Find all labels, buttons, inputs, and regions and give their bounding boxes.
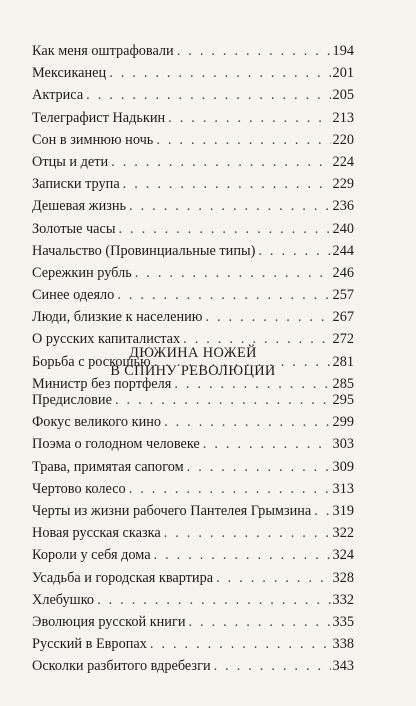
toc-entry-title: Отцы и дети	[32, 153, 109, 170]
toc-entry-title: Эволюция русской книги	[32, 613, 186, 630]
toc-entry-title: Борьба с роскошью	[32, 353, 151, 370]
toc-entry-title: Новая русская сказка	[32, 525, 161, 542]
toc-entry-page: 272	[332, 331, 354, 348]
toc-entry	[32, 611, 354, 633]
toc-entry	[32, 389, 354, 411]
toc-entry-title: Черты из жизни рабочего Пантелея Грымзина	[32, 502, 312, 519]
toc-entry-title: Начальство (Провинциальные типы)	[32, 242, 256, 259]
toc-leader-dots	[177, 40, 331, 62]
toc-leader-dots	[154, 544, 331, 566]
toc-entry-page: 220	[332, 131, 354, 148]
toc-entry	[32, 151, 354, 173]
table-of-contents-part-1	[32, 40, 354, 395]
toc-entry-title: Русский в Европах	[32, 636, 147, 653]
toc-entry-title: Записки трупа	[32, 176, 120, 193]
toc-leader-dots	[150, 633, 331, 655]
toc-leader-dots	[109, 62, 330, 84]
toc-entry-title: Поэма о голодном человеке	[32, 436, 200, 453]
toc-entry-title: Золотые часы	[32, 220, 116, 237]
toc-entry-page: 236	[332, 198, 354, 215]
toc-leader-dots	[214, 655, 331, 677]
toc-entry-page: 224	[332, 153, 354, 170]
toc-entry-page: 295	[332, 392, 354, 408]
toc-leader-dots	[314, 500, 330, 522]
toc-entry	[32, 655, 354, 677]
toc-entry-page: 267	[332, 309, 354, 326]
toc-entry-page: 213	[332, 109, 354, 126]
toc-entry-title: О русских капиталистах	[32, 331, 181, 348]
toc-entry	[32, 478, 354, 500]
toc-entry-page: 338	[332, 636, 354, 653]
section-heading-line-1: ДЮЖИНА НОЖЕЙ	[129, 345, 257, 361]
toc-leader-dots	[156, 129, 330, 151]
toc-entry	[32, 218, 354, 240]
toc-entry	[32, 522, 354, 544]
toc-entry-title: Министр без портфеля	[32, 375, 172, 392]
section-heading	[32, 344, 354, 380]
toc-leader-dots	[129, 478, 331, 500]
toc-entry-title: Хлебушко	[32, 591, 95, 608]
toc-entry-title: Мексиканец	[32, 65, 107, 82]
toc-entry-page: 319	[332, 502, 354, 519]
toc-leader-dots	[258, 240, 330, 262]
toc-entry-page: 309	[332, 458, 354, 475]
toc-entry-title: Короли у себя дома	[32, 547, 151, 564]
toc-entry-page: 343	[332, 658, 354, 675]
toc-entry	[32, 262, 354, 284]
section-heading-line-2: В СПИНУ РЕВОЛЮЦИИ	[110, 363, 276, 379]
toc-entry	[32, 129, 354, 151]
toc-entry-title: Синее одеяло	[32, 287, 115, 304]
toc-entry-title: Усадьба и городская квартира	[32, 569, 214, 586]
toc-entry	[32, 544, 354, 566]
toc-entry	[32, 589, 354, 611]
toc-leader-dots	[123, 173, 331, 195]
toc-entry	[32, 456, 354, 478]
toc-entry	[32, 284, 354, 306]
toc-entry	[32, 62, 354, 84]
toc-leader-dots	[86, 84, 330, 106]
toc-entry-title: Как меня оштрафовали	[32, 43, 174, 59]
toc-entry-title: Телеграфист Надькин	[32, 109, 166, 126]
toc-entry-title: Чертово колесо	[32, 480, 126, 497]
toc-leader-dots	[129, 195, 331, 217]
toc-entry-page: 324	[332, 547, 354, 564]
toc-leader-dots	[117, 284, 330, 306]
toc-entry	[32, 567, 354, 589]
toc-entry-page: 205	[332, 87, 354, 104]
toc-leader-dots	[216, 567, 330, 589]
toc-entry	[32, 633, 354, 655]
toc-entry-page: 244	[332, 242, 354, 259]
toc-entry-page: 299	[332, 414, 354, 431]
toc-entry-page: 322	[332, 525, 354, 542]
toc-entry-title: Сон в зимнюю ночь	[32, 131, 154, 148]
toc-entry-title: Люди, близкие к населению	[32, 309, 203, 326]
toc-entry-page: 328	[332, 569, 354, 586]
toc-entry-title: Фокус великого кино	[32, 414, 162, 431]
toc-entry-title: Актриса	[32, 87, 84, 104]
toc-entry-page: 194	[332, 43, 354, 59]
toc-entry	[32, 411, 354, 433]
toc-entry-page: 257	[332, 287, 354, 304]
toc-entry-page: 335	[332, 613, 354, 630]
toc-leader-dots	[97, 589, 330, 611]
toc-entry	[32, 195, 354, 217]
toc-entry-page: 313	[332, 480, 354, 497]
toc-entry-title: Дешевая жизнь	[32, 198, 127, 215]
toc-entry-title: Осколки разбитого вдребезги	[32, 658, 211, 675]
table-of-contents-part-2	[32, 389, 354, 677]
toc-entry-page: 229	[332, 176, 354, 193]
toc-leader-dots	[168, 107, 330, 129]
toc-entry-page: 240	[332, 220, 354, 237]
toc-entry-page: 201	[332, 65, 354, 82]
toc-leader-dots	[187, 456, 331, 478]
toc-leader-dots	[118, 218, 330, 240]
toc-leader-dots	[111, 151, 330, 173]
toc-entry-title: Предисловие	[32, 392, 112, 408]
toc-leader-dots	[203, 433, 331, 455]
toc-entry	[32, 500, 354, 522]
toc-leader-dots	[164, 411, 330, 433]
toc-leader-dots	[188, 611, 330, 633]
toc-entry-title: Трава, примятая сапогом	[32, 458, 184, 475]
toc-entry	[32, 306, 354, 328]
toc-leader-dots	[115, 389, 331, 411]
toc-entry-page: 285	[332, 375, 354, 392]
toc-entry-title: Сережкин рубль	[32, 264, 132, 281]
toc-leader-dots	[135, 262, 331, 284]
toc-entry	[32, 107, 354, 129]
toc-entry	[32, 240, 354, 262]
toc-entry-page: 303	[332, 436, 354, 453]
toc-entry	[32, 40, 354, 62]
toc-entry-page: 281	[332, 353, 354, 370]
toc-entry	[32, 84, 354, 106]
toc-entry-page: 332	[332, 591, 354, 608]
toc-entry-page: 246	[332, 264, 354, 281]
toc-leader-dots	[205, 306, 330, 328]
toc-leader-dots	[164, 522, 331, 544]
toc-entry	[32, 433, 354, 455]
toc-entry	[32, 173, 354, 195]
